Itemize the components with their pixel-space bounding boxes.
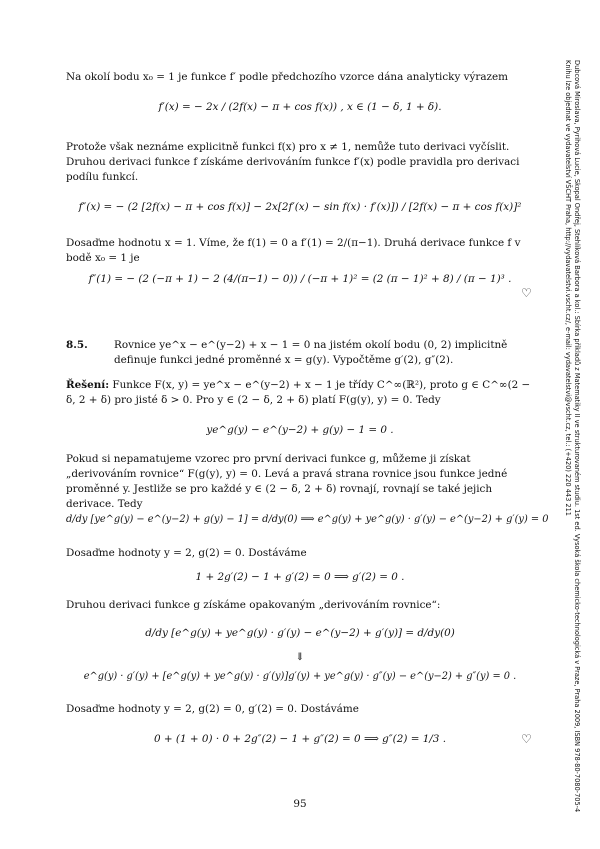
equation-first-derivative: f′(x) = − 2x / (2f(x) − π + cos f(x)) , x ∈ (1 − δ, 1 + δ). [158,101,442,113]
solution-text: Funkce F(x, y) = ye^x − e^(y−2) + x − 1 je třídy C^∞(ℝ²), proto g ∈ C^∞(2 − δ, 2 + δ) pro jisté δ > 0. Pro y ∈ (2 − δ, 2 + δ) platí F(g(y), y) = 0. Tedy [66,379,531,406]
problem-number: 8.5. [66,339,88,351]
page-number: 95 [293,798,307,810]
sidebar-order-info: Knihu lze objednat ve vydavatelství VŠCHT Praha, http://vydavatelstvi.vscht.cz/, e-mail: vydavatelstvi@vscht.cz, tel.: (+420) 220 443 211 [564,60,572,516]
copyright-sidebar [564,60,592,813]
equation-second-derivative-expanded: e^g(y) · g′(y) + [e^g(y) + ye^g(y) · g′(y)]g′(y) + ye^g(y) · g″(y) − e^(y−2) + g″(y) = 0 . [83,671,517,682]
equation-second-derivative-value: f″(1) = − (2 (−π + 1) − 2 (4/(π−1) − 0)) / (−π + 1)² = (2 (π − 1)² + 8) / (π − 1)³ . [88,273,512,285]
equation-second-derivative-result: 0 + (1 + 0) · 0 + 2g″(2) − 1 + g″(2) = 0 ⟹ g″(2) = 1/3 . [153,733,447,745]
equation-second-derivative: f″(x) = − (2 [2f(x) − π + cos f(x)] − 2x[2f′(x) − sin f(x) · f′(x)]) / [2f(x) − π + cos f(x)]² [78,201,522,213]
sidebar-citation: Dubcová Miroslava, Pyrihová Lucie, Skopal Ondřej, Stehlíková Barbora a kol.: Sbírka příkladů z Matematiky II ve strukturovaném studiu. 1st ed. Vysoká škola chemicko-technologická v Praze, Praha 2009, ISBN 978-80-7080-705-4 [573,60,581,813]
equation-derivative-of-equation: d/dy [ye^g(y) − e^(y−2) + g(y) − 1] = d/dy(0) ⟹ e^g(y) + ye^g(y) · g′(y) − e^(y−2) + g′(y) = 0 [66,514,549,525]
paragraph-substitution: Dosaďme hodnotu x = 1. Víme, že f(1) = 0 a f′(1) = 2/(π−1). Druhá derivace funkce f v bodě x₀ = 1 je [66,237,521,264]
paragraph-intro: Na okolí bodu x₀ = 1 je funkce f′ podle předchozího vzorce dána analyticky výrazem [66,71,509,83]
paragraph-second-derivative-intro: Protože však neznáme explicitně funkci f(x) pro x ≠ 1, nemůže tuto derivaci vyčíslit. Druhou derivaci funkce f získáme derivováním funkce f′(x) podle pravidla pro derivaci podílu funkcí. [66,141,520,183]
solution-paragraph [66,378,534,408]
end-of-example-mark: ♡ [521,286,532,300]
implication-arrow: ⇓ [295,651,305,663]
equation-first-derivative-value: 1 + 2g′(2) − 1 + g′(2) = 0 ⟹ g′(2) = 0 . [195,571,405,583]
paragraph-differentiation: Pokud si nepamatujeme vzorec pro první derivaci funkce g, můžeme ji získat „derivováním rovnice“ F(g(y), y) = 0. Levá a pravá strana rovnice jsou funkce jedné proměnné y. Jestliže se pro každé y ∈ (2 − δ, 2 + δ) rovnají, rovnají se také jejich derivace. Tedy [66,453,508,510]
paragraph-substitution-2: Dosaďme hodnoty y = 2, g(2) = 0. Dostáváme [66,547,307,559]
equation-implicit: ye^g(y) − e^(y−2) + g(y) − 1 = 0 . [206,424,394,436]
equation-second-differentiation: d/dy [e^g(y) + ye^g(y) · g′(y) − e^(y−2) + g′(y)] = d/dy(0) [145,627,455,639]
paragraph-substitution-3: Dosaďme hodnoty y = 2, g(2) = 0, g′(2) = 0. Dostáváme [66,703,359,715]
end-of-solution-mark: ♡ [521,732,532,746]
paragraph-repeated-differentiation: Druhou derivaci funkce g získáme opakovaným „derivováním rovnice“: [66,599,441,611]
solution-label: Řešení: [66,379,110,391]
problem-statement: Rovnice ye^x − e^(y−2) + x − 1 = 0 na jistém okolí bodu (0, 2) implicitně definuje funkci jedné proměnné x = g(y). Vypočtěme g′(2), g″(2). [114,339,508,366]
